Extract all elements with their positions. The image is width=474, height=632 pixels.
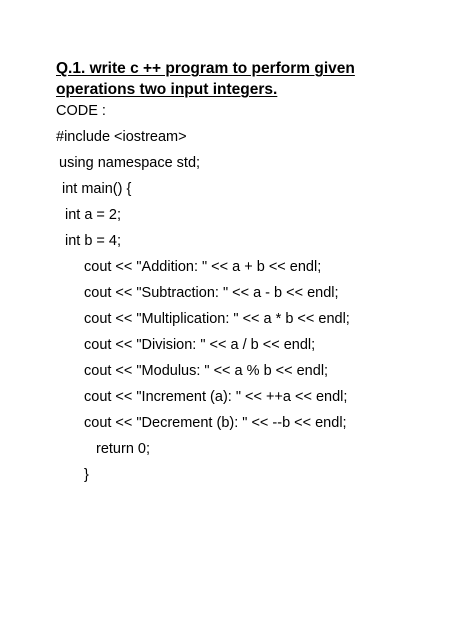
code-line-addition: cout << "Addition: " << a + b << endl; xyxy=(84,259,322,275)
code-line-namespace: using namespace std; xyxy=(59,155,201,171)
question-heading: Q.1. write c ++ program to perform given operations two input integers. xyxy=(56,60,355,98)
code-line-main: int main() { xyxy=(62,181,132,197)
code-line-modulus: cout << "Modulus: " << a % b << endl; xyxy=(84,363,329,379)
code-line-increment: cout << "Increment (a): " << ++a << endl; xyxy=(84,389,348,405)
code-line-decrement: cout << "Decrement (b): " << --b << endl; xyxy=(84,415,347,431)
code-line-return: return 0; xyxy=(96,441,150,457)
code-line-closing-brace: } xyxy=(84,467,89,483)
code-line-int-b: int b = 4; xyxy=(65,233,122,249)
code-line-division: cout << "Division: " << a / b << endl; xyxy=(84,337,316,353)
code-heading: CODE : xyxy=(56,103,106,119)
code-line-include: #include <iostream> xyxy=(56,129,187,145)
code-line-subtraction: cout << "Subtraction: " << a - b << endl; xyxy=(84,285,339,301)
code-line-int-a: int a = 2; xyxy=(65,207,122,223)
code-line-multiplication: cout << "Multiplication: " << a * b << endl; xyxy=(84,311,350,327)
